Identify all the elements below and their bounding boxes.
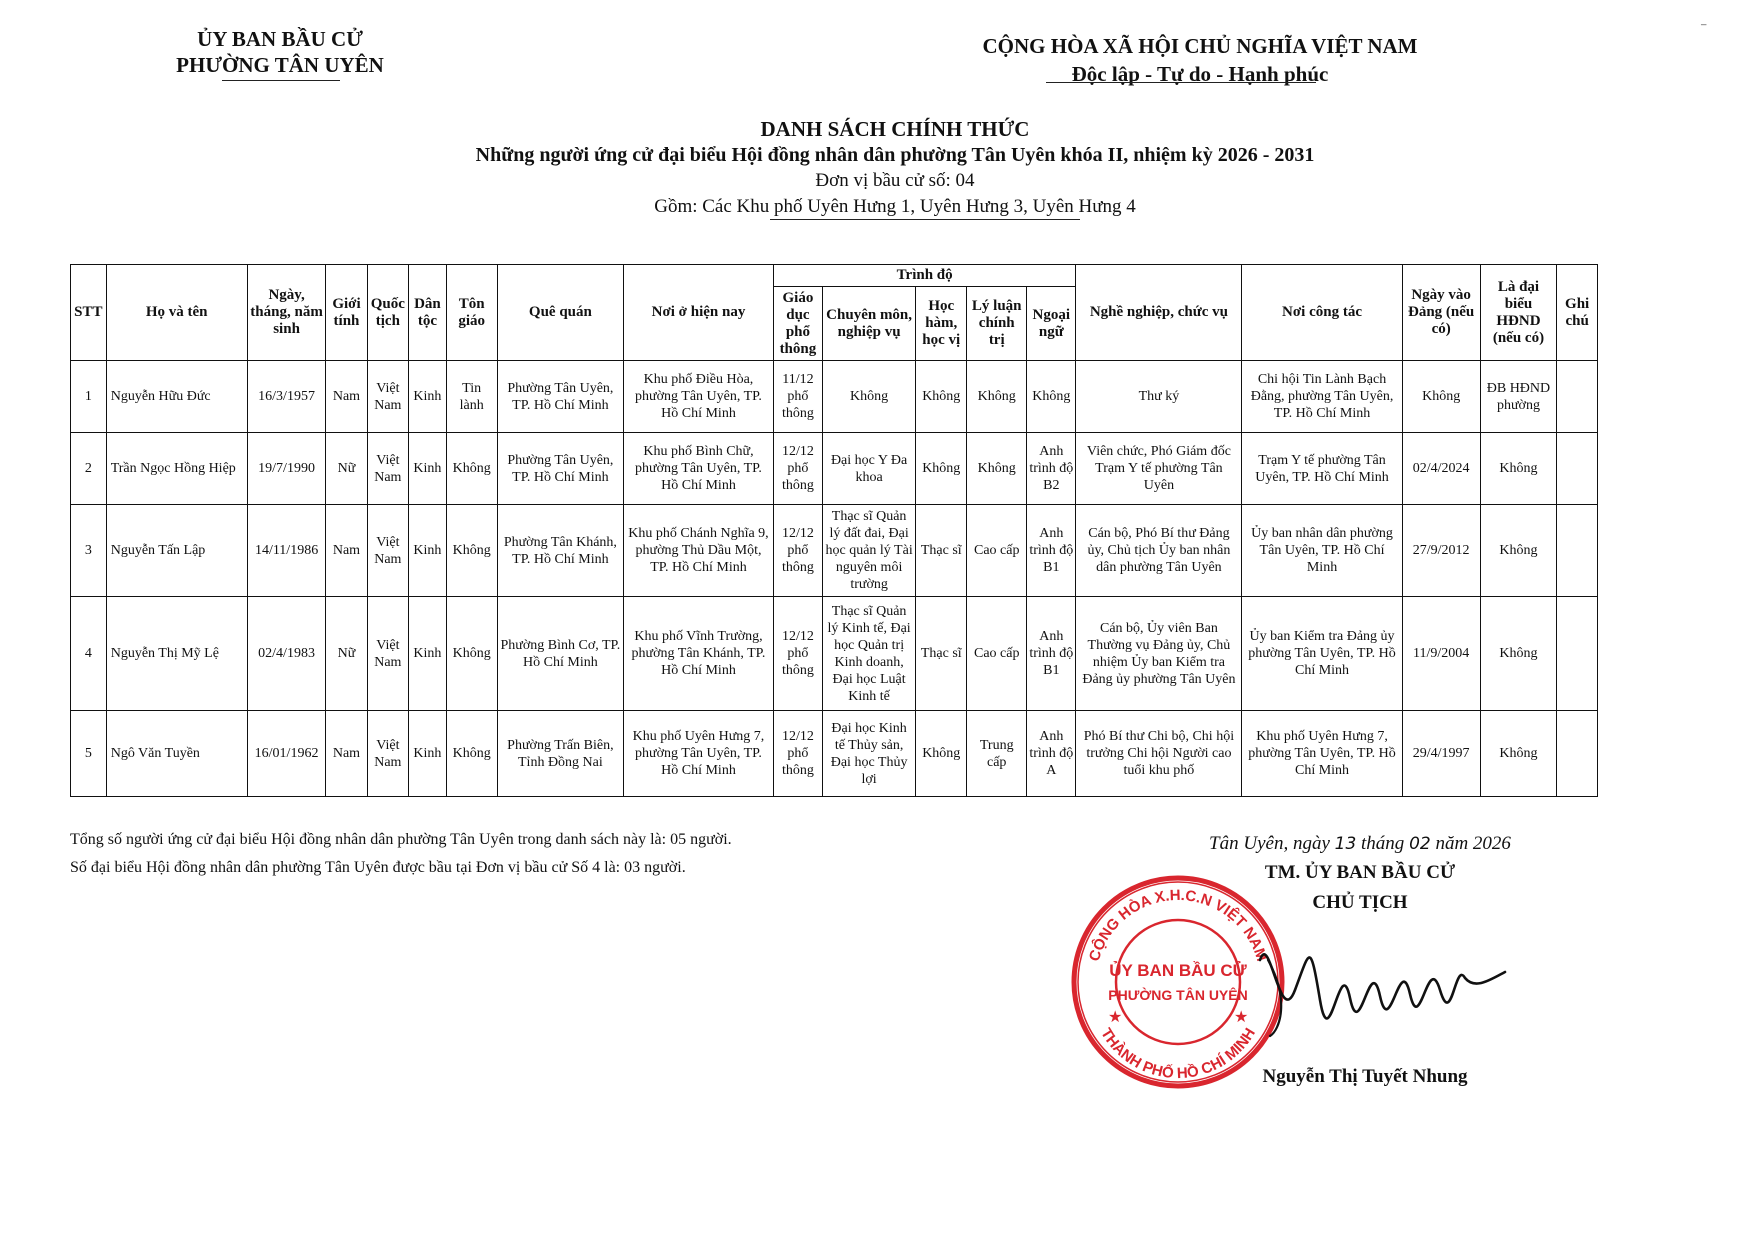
cell-religion: Không — [446, 711, 497, 797]
cell-dob: 16/01/1962 — [247, 711, 326, 797]
cell-nationality: Việt Nam — [367, 505, 409, 597]
cell-religion: Không — [446, 505, 497, 597]
header-gender: Giới tính — [326, 265, 367, 361]
cell-occupation: Phó Bí thư Chi bộ, Chi hội trưởng Chi hội Người cao tuổi khu phố — [1076, 711, 1242, 797]
cell-hdnd-delegate: ĐB HĐND phường — [1480, 361, 1557, 433]
header-residence: Nơi ở hiện nay — [624, 265, 774, 361]
cell-name: Nguyễn Hữu Đức — [106, 361, 247, 433]
table-row — [71, 505, 1598, 597]
cell-gender: Nam — [326, 505, 367, 597]
cell-language: Anh trình độ B1 — [1027, 597, 1076, 711]
sign-organization: TM. ỦY BAN BẦU CỬ — [1264, 862, 1456, 883]
cell-general-edu: 11/12 phổ thông — [773, 361, 822, 433]
header-degree: Học hàm, học vị — [916, 287, 967, 361]
electoral-unit-includes: Gồm: Các Khu phố Uyên Hưng 1, Uyên Hưng 3, Uyên Hưng 4 — [654, 196, 1136, 217]
cell-political: Cao cấp — [967, 505, 1027, 597]
seal-center-line1: ỦY BAN BẦU CỬ — [1109, 961, 1247, 980]
cell-stt: 5 — [71, 711, 107, 797]
cell-party-date: Không — [1402, 361, 1480, 433]
cell-note — [1557, 505, 1598, 597]
cell-note — [1557, 711, 1598, 797]
cell-hdnd-delegate: Không — [1480, 433, 1557, 505]
cell-degree: Thạc sĩ — [916, 597, 967, 711]
cell-political: Trung cấp — [967, 711, 1027, 797]
header-workplace: Nơi công tác — [1242, 265, 1402, 361]
cell-language: Anh trình độ B1 — [1027, 505, 1076, 597]
cell-language: Không — [1027, 361, 1076, 433]
nation-line1: CỘNG HÒA XÃ HỘI CHỦ NGHĨA VIỆT NAM — [982, 34, 1418, 58]
seal-center-line2: PHƯỜNG TÂN UYÊN — [1108, 987, 1248, 1003]
date-month-label: tháng — [1361, 833, 1405, 854]
cell-gender: Nữ — [326, 433, 367, 505]
signer-name: Nguyễn Thị Tuyết Nhung — [1262, 1066, 1468, 1087]
cell-dob: 02/4/1983 — [247, 597, 326, 711]
cell-party-date: 27/9/2012 — [1402, 505, 1480, 597]
cell-residence: Khu phố Vĩnh Trường, phường Tân Khánh, TP. Hồ Chí Minh — [624, 597, 774, 711]
cell-nationality: Việt Nam — [367, 711, 409, 797]
cell-occupation: Thư ký — [1076, 361, 1242, 433]
cell-language: Anh trình độ A — [1027, 711, 1076, 797]
cell-general-edu: 12/12 phổ thông — [773, 597, 822, 711]
cell-hometown: Phường Tân Uyên, TP. Hồ Chí Minh — [497, 361, 623, 433]
cell-party-date: 11/9/2004 — [1402, 597, 1480, 711]
cell-degree: Không — [916, 361, 967, 433]
cell-occupation: Cán bộ, Phó Bí thư Đảng ủy, Chủ tịch Ủy ban nhân dân phường Tân Uyên — [1076, 505, 1242, 597]
cell-party-date: 29/4/1997 — [1402, 711, 1480, 797]
cell-hometown: Phường Tân Khánh, TP. Hồ Chí Minh — [497, 505, 623, 597]
org-underline — [222, 80, 340, 81]
table-row — [71, 711, 1598, 797]
table-row — [71, 433, 1598, 505]
cell-workplace: Chi hội Tin Lành Bạch Đằng, phường Tân Uyên, TP. Hồ Chí Minh — [1242, 361, 1402, 433]
header-hdnd-delegate: Là đại biểu HĐND (nếu có) — [1480, 265, 1557, 361]
cell-ethnicity: Kinh — [409, 433, 446, 505]
cell-workplace: Khu phố Uyên Hưng 7, phường Tân Uyên, TP. Hồ Chí Minh — [1242, 711, 1402, 797]
cell-general-edu: 12/12 phổ thông — [773, 505, 822, 597]
seal-outer-thin-ring — [1078, 882, 1278, 1082]
date-month: 02 — [1409, 834, 1431, 854]
seal-star-right-icon: ★ — [1234, 1009, 1249, 1026]
cell-religion: Tin lành — [446, 361, 497, 433]
seal-outer-text: CỘNG HÒA X.H.C.N VIỆT NAM — [1085, 886, 1271, 964]
document-title-block — [300, 116, 1490, 220]
cell-occupation: Viên chức, Phó Giám đốc Trạm Y tế phường Tân Uyên — [1076, 433, 1242, 505]
header-political: Lý luận chính trị — [967, 287, 1027, 361]
header-education-group: Trình độ — [773, 265, 1076, 287]
cell-note — [1557, 361, 1598, 433]
corner-mark: ⁻ — [1700, 21, 1708, 36]
header-ethnicity: Dân tộc — [409, 265, 446, 361]
table-header — [71, 265, 1598, 361]
cell-specialty: Thạc sĩ Quản lý Kinh tế, Đại học Quản trị Kinh doanh, Đại học Luật Kinh tế — [822, 597, 915, 711]
title-underline — [770, 219, 1080, 220]
header-stt: STT — [71, 265, 107, 361]
cell-party-date: 02/4/2024 — [1402, 433, 1480, 505]
date-prefix: Tân Uyên, ngày — [1209, 833, 1330, 854]
cell-occupation: Cán bộ, Ủy viên Ban Thường vụ Đảng ủy, Chủ nhiệm Ủy ban Kiểm tra Đảng ủy phường Tân Uyên — [1076, 597, 1242, 711]
cell-hdnd-delegate: Không — [1480, 597, 1557, 711]
cell-general-edu: 12/12 phổ thông — [773, 711, 822, 797]
cell-gender: Nam — [326, 711, 367, 797]
nation-line2: Độc lập - Tự do - Hạnh phúc — [1071, 62, 1329, 86]
cell-name: Trần Ngọc Hồng Hiệp — [106, 433, 247, 505]
date-day: 13 — [1334, 834, 1357, 854]
seal-inner-ring — [1116, 920, 1240, 1044]
table-row — [71, 597, 1598, 711]
cell-note — [1557, 597, 1598, 711]
header-nationality: Quốc tịch — [367, 265, 409, 361]
header-party-date: Ngày vào Đảng (nếu có) — [1402, 265, 1480, 361]
cell-hometown: Phường Bình Cơ, TP. Hồ Chí Minh — [497, 597, 623, 711]
cell-note — [1557, 433, 1598, 505]
cell-dob: 19/7/1990 — [247, 433, 326, 505]
cell-workplace: Ủy ban Kiểm tra Đảng ủy phường Tân Uyên, TP. Hồ Chí Minh — [1242, 597, 1402, 711]
cell-workplace: Trạm Y tế phường Tân Uyên, TP. Hồ Chí Minh — [1242, 433, 1402, 505]
table-row — [71, 361, 1598, 433]
cell-name: Nguyễn Thị Mỹ Lệ — [106, 597, 247, 711]
elected-count-line: Số đại biểu Hội đồng nhân dân phường Tân Uyên được bầu tại Đơn vị bầu cử Số 4 là: 03 người. — [70, 859, 686, 876]
cell-specialty: Thạc sĩ Quản lý đất đai, Đại học quản lý Tài nguyên môi trường — [822, 505, 915, 597]
cell-ethnicity: Kinh — [409, 505, 446, 597]
header-occupation: Nghề nghiệp, chức vụ — [1076, 265, 1242, 361]
cell-hdnd-delegate: Không — [1480, 711, 1557, 797]
cell-dob: 14/11/1986 — [247, 505, 326, 597]
cell-religion: Không — [446, 433, 497, 505]
cell-political: Không — [967, 361, 1027, 433]
seal-star-left-icon: ★ — [1108, 1009, 1123, 1026]
candidate-table — [70, 264, 1598, 797]
cell-residence: Khu phố Uyên Hưng 7, phường Tân Uyên, TP. Hồ Chí Minh — [624, 711, 774, 797]
cell-political: Không — [967, 433, 1027, 505]
cell-hometown: Phường Tân Uyên, TP. Hồ Chí Minh — [497, 433, 623, 505]
cell-political: Cao cấp — [967, 597, 1027, 711]
cell-stt: 1 — [71, 361, 107, 433]
cell-specialty: Đại học Y Đa khoa — [822, 433, 915, 505]
cell-specialty: Không — [822, 361, 915, 433]
cell-stt: 4 — [71, 597, 107, 711]
cell-workplace: Ủy ban nhân dân phường Tân Uyên, TP. Hồ Chí Minh — [1242, 505, 1402, 597]
cell-name: Ngô Văn Tuyền — [106, 711, 247, 797]
cell-hometown: Phường Trấn Biên, Tỉnh Đồng Nai — [497, 711, 623, 797]
cell-specialty: Đại học Kinh tế Thủy sản, Đại học Thủy lợi — [822, 711, 915, 797]
header-specialty: Chuyên môn, nghiệp vụ — [822, 287, 915, 361]
header-religion: Tôn giáo — [446, 265, 497, 361]
cell-ethnicity: Kinh — [409, 597, 446, 711]
cell-stt: 2 — [71, 433, 107, 505]
cell-stt: 3 — [71, 505, 107, 597]
sign-date — [1120, 830, 1600, 858]
cell-dob: 16/3/1957 — [247, 361, 326, 433]
cell-degree: Không — [916, 433, 967, 505]
seal-bottom-text: THÀNH PHỐ HỒ CHÍ MINH — [1097, 1025, 1259, 1083]
cell-nationality: Việt Nam — [367, 597, 409, 711]
cell-nationality: Việt Nam — [367, 361, 409, 433]
cell-degree: Không — [916, 711, 967, 797]
sign-role: CHỦ TỊCH — [1312, 892, 1408, 913]
electoral-unit: Đơn vị bầu cử số: 04 — [815, 170, 975, 191]
document-title: DANH SÁCH CHÍNH THỨC — [760, 117, 1030, 141]
cell-ethnicity: Kinh — [409, 711, 446, 797]
cell-nationality: Việt Nam — [367, 433, 409, 505]
cell-language: Anh trình độ B2 — [1027, 433, 1076, 505]
table-body — [71, 361, 1598, 797]
cell-residence: Khu phố Bình Chữ, phường Tân Uyên, TP. Hồ Chí Minh — [624, 433, 774, 505]
motto-underline — [1046, 82, 1316, 83]
header-language: Ngoại ngữ — [1027, 287, 1076, 361]
org-line1: ỦY BAN BẦU CỬ — [197, 27, 363, 51]
header-general-edu: Giáo dục phổ thông — [773, 287, 822, 361]
header-note: Ghi chú — [1557, 265, 1598, 361]
total-candidates-line: Tổng số người ứng cử đại biểu Hội đồng nhân dân phường Tân Uyên trong danh sách này là: 05 người. — [70, 831, 732, 848]
cell-hdnd-delegate: Không — [1480, 505, 1557, 597]
org-line2: PHƯỜNG TÂN UYÊN — [176, 53, 384, 77]
handwritten-signature — [1250, 920, 1510, 1040]
header-dob: Ngày, tháng, năm sinh — [247, 265, 326, 361]
cell-degree: Thạc sĩ — [916, 505, 967, 597]
cell-religion: Không — [446, 597, 497, 711]
cell-residence: Khu phố Chánh Nghĩa 9, phường Thủ Dầu Một, TP. Hồ Chí Minh — [624, 505, 774, 597]
date-year: năm 2026 — [1435, 833, 1511, 854]
cell-name: Nguyễn Tấn Lập — [106, 505, 247, 597]
header-name: Họ và tên — [106, 265, 247, 361]
cell-gender: Nữ — [326, 597, 367, 711]
cell-gender: Nam — [326, 361, 367, 433]
cell-residence: Khu phố Điều Hòa, phường Tân Uyên, TP. Hồ Chí Minh — [624, 361, 774, 433]
cell-general-edu: 12/12 phổ thông — [773, 433, 822, 505]
document-subtitle: Những người ứng cử đại biểu Hội đồng nhân dân phường Tân Uyên khóa II, nhiệm kỳ 2026 - 2031 — [475, 144, 1315, 166]
header-hometown: Quê quán — [497, 265, 623, 361]
national-motto — [930, 32, 1470, 88]
cell-ethnicity: Kinh — [409, 361, 446, 433]
issuing-organization — [130, 26, 430, 78]
totals-block — [70, 826, 732, 882]
